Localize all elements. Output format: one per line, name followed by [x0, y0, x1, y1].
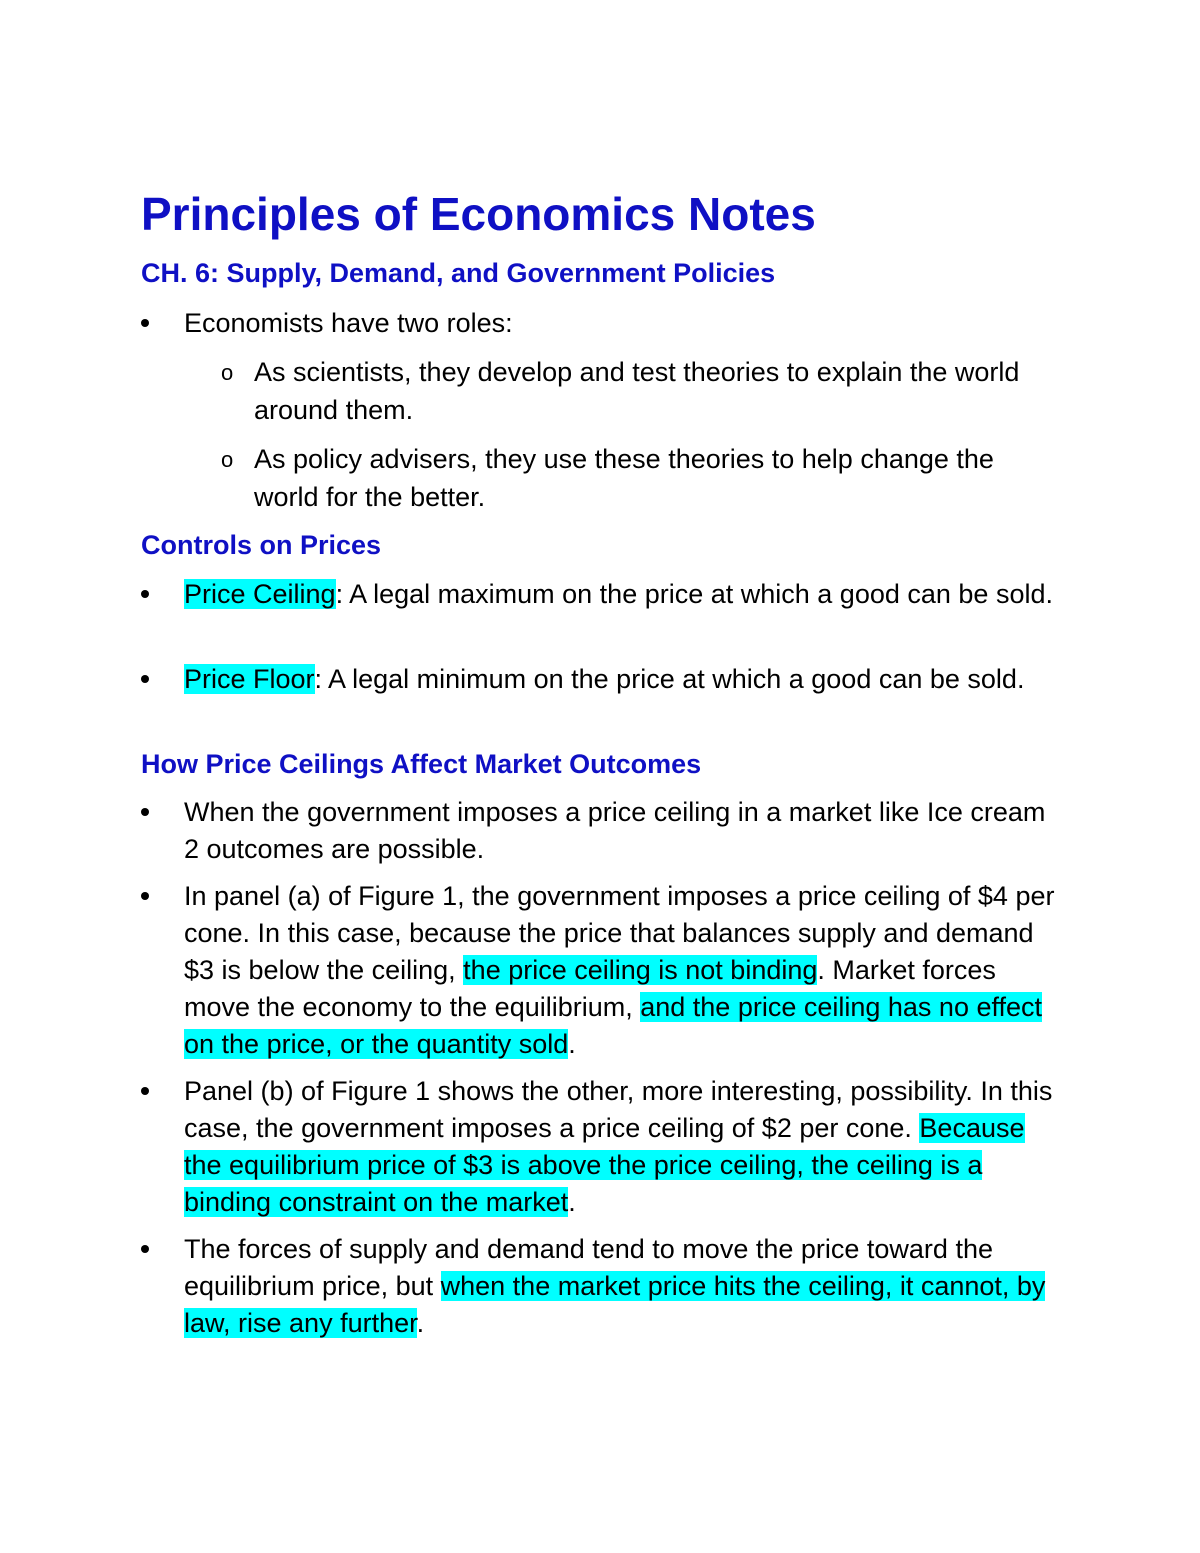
section-heading-controls: Controls on Prices: [141, 530, 382, 560]
plain-text: .: [568, 1187, 576, 1217]
bullet-text: [184, 661, 1064, 698]
plain-text: Panel (b) of Figure 1 shows the other, more interesting, possibility. In this case, the government imposes a price ceiling of $2 per cone.: [184, 1076, 1053, 1143]
plain-text: In panel (a) of Figure 1, the government imposes a price ceiling of $4 per cone. In this case, because the price that balances supply and demand $3 is below the ceiling,: [184, 881, 1055, 985]
sub-bullet-marker-icon: o: [221, 360, 234, 385]
plain-text: . Market forces move the economy to the equilibrium,: [184, 955, 996, 1022]
bullet-dot-icon: [141, 808, 149, 816]
document-title: Principles of Economics Notes: [141, 188, 816, 240]
bullet-dot-icon: [141, 892, 149, 900]
bullet-text: [184, 576, 1064, 613]
bullet-text: Economists have two roles:: [184, 308, 513, 338]
bullet-dot-icon: [141, 319, 149, 327]
highlight-text: and the price ceiling has no effect on the price, or the quantity sold: [184, 992, 1043, 1059]
highlight-term: Price Floor: [184, 664, 315, 694]
bullet-dot-icon: [141, 675, 149, 683]
definition-text: : A legal minimum on the price at which a good can be sold.: [314, 664, 1025, 694]
highlight-text: when the market price hits the ceiling, it cannot, by law, rise any further: [184, 1271, 1046, 1338]
bullet-text: [184, 1231, 1064, 1342]
bullet-text: When the government imposes a price ceiling in a market like Ice cream 2 outcomes are possible.: [184, 797, 1046, 864]
plain-text: .: [568, 1029, 576, 1059]
highlight-term: Price Ceiling: [184, 579, 336, 609]
plain-text: The forces of supply and demand tend to move the price toward the equilibrium price, but: [184, 1234, 993, 1301]
plain-text: .: [416, 1308, 425, 1338]
highlight-text: Because the equilibrium price of $3 is above the price ceiling, the ceiling is a binding constraint on the market: [184, 1113, 1025, 1217]
sub-bullet-text: As scientists, they develop and test theories to explain the world around them.: [254, 357, 1020, 425]
sub-bullet-text: As policy advisers, they use these theories to help change the world for the better.: [254, 444, 994, 512]
highlight-text: the price ceiling is not binding: [463, 955, 818, 985]
sub-bullet-marker-icon: o: [221, 447, 234, 472]
bullet-dot-icon: [141, 1245, 149, 1253]
bullet-dot-icon: [141, 590, 149, 598]
bullet-text: [184, 1073, 1064, 1221]
bullet-dot-icon: [141, 1087, 149, 1095]
section-heading-ceilings: How Price Ceilings Affect Market Outcomes: [141, 749, 702, 779]
chapter-heading: CH. 6: Supply, Demand, and Government Policies: [141, 258, 776, 288]
bullet-text: [184, 878, 1064, 1063]
definition-text: : A legal maximum on the price at which a good can be sold.: [335, 579, 1053, 609]
